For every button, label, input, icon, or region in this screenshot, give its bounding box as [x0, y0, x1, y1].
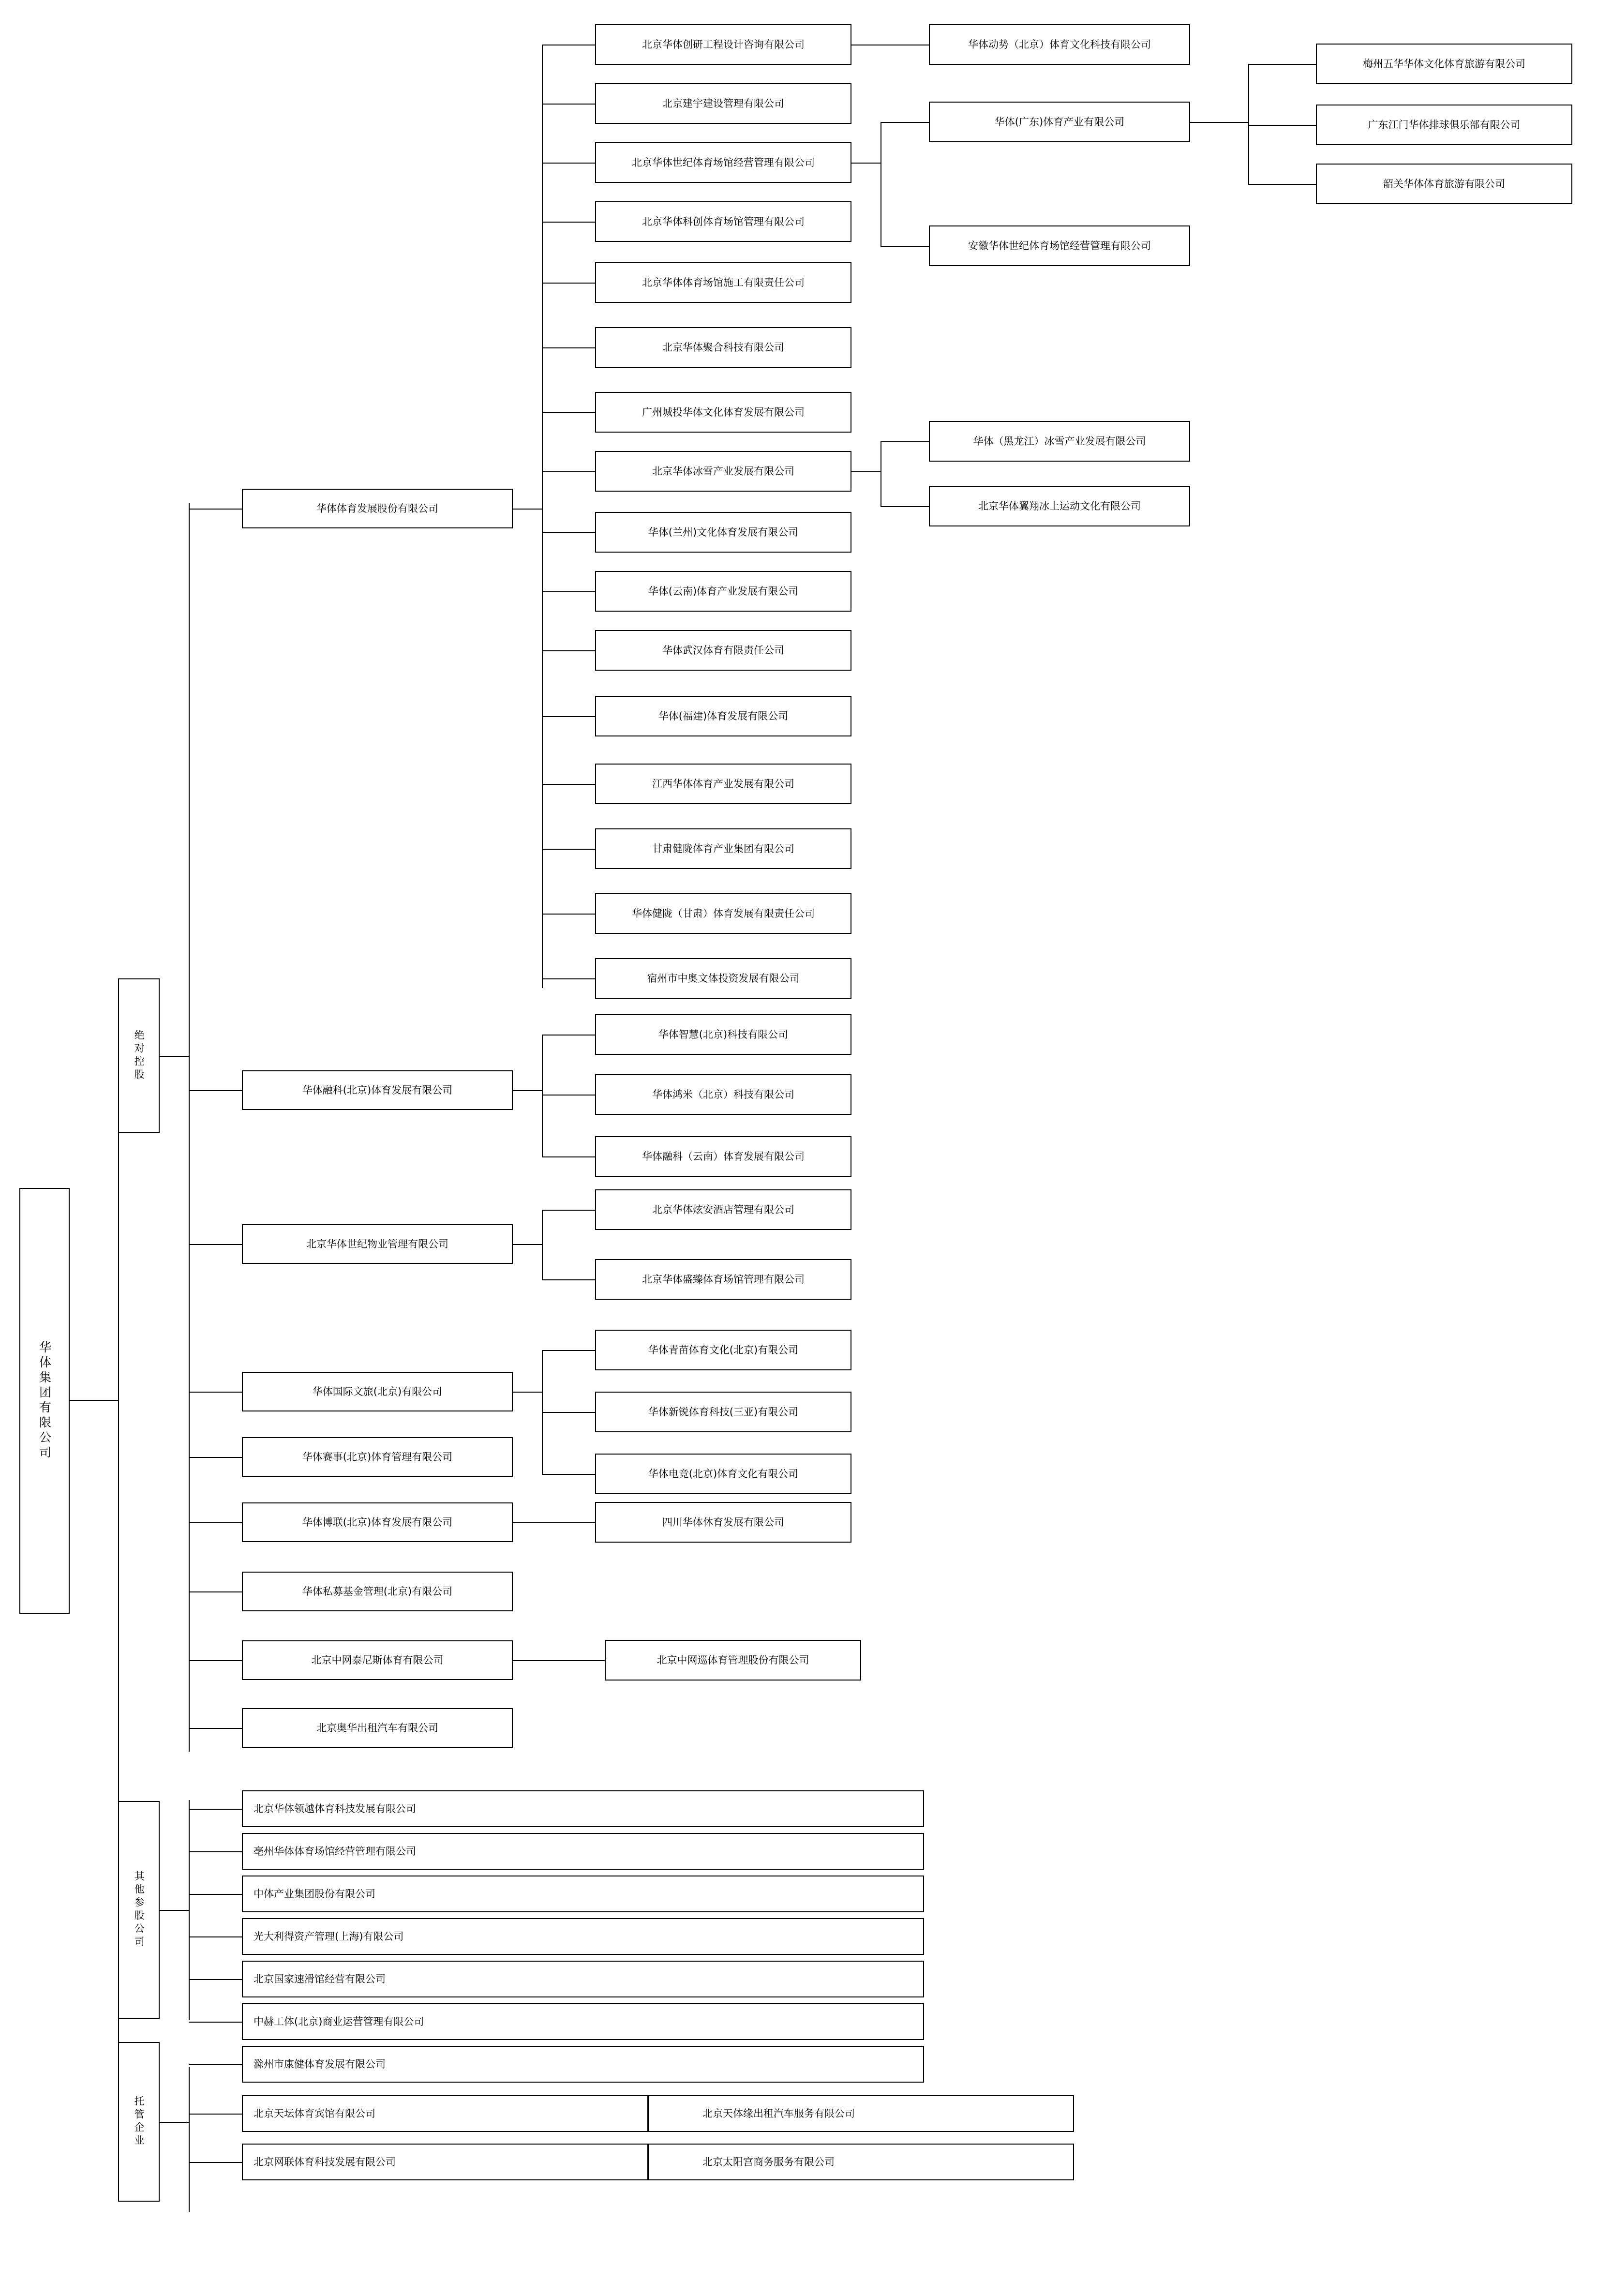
- connector: [189, 2067, 190, 2212]
- branch1-node: 甘肃健陇体育产业集团有限公司: [595, 828, 851, 869]
- trust-sub-node: 北京太阳宫商务服务有限公司: [648, 2144, 1074, 2180]
- connector: [1190, 122, 1248, 123]
- branch1-node: 华体武汉体育有限责任公司: [595, 630, 851, 671]
- connector: [542, 1279, 595, 1280]
- connector: [513, 1392, 542, 1393]
- branch1-node: 北京华体聚合科技有限公司: [595, 327, 851, 368]
- branch1-node: 广州城投华体文化体育发展有限公司: [595, 392, 851, 433]
- connector: [542, 1210, 543, 1280]
- category-absolute: 绝对控股: [118, 978, 160, 1133]
- connector: [542, 784, 595, 785]
- level2-node: 华体体育发展股份有限公司: [242, 489, 513, 528]
- branch1-sub-node: 华体动势（北京）体育文化科技有限公司: [929, 24, 1190, 65]
- connector: [542, 1210, 595, 1211]
- connector: [542, 1350, 595, 1351]
- connector: [189, 1894, 242, 1895]
- connector: [542, 978, 595, 979]
- connector: [189, 1809, 242, 1810]
- branch3-node: 北京华体盛臻体育场馆管理有限公司: [595, 1259, 851, 1300]
- branch1-sub-node: 北京华体翼翔冰上运动文化有限公司: [929, 486, 1190, 526]
- connector: [881, 122, 929, 123]
- connector: [542, 650, 595, 651]
- connector: [189, 1851, 242, 1852]
- root-node: 华体集团有限公司: [19, 1188, 70, 1614]
- connector: [1248, 184, 1316, 185]
- branch1-sub2-node: 梅州五华华体文化体育旅游有限公司: [1316, 44, 1572, 84]
- branch1-node: 华体(兰州)文化体育发展有限公司: [595, 512, 851, 553]
- level2-node: 华体私募基金管理(北京)有限公司: [242, 1572, 513, 1611]
- connector: [881, 506, 929, 507]
- branch2-node: 华体融科（云南）体育发展有限公司: [595, 1136, 851, 1177]
- branch1-node: 宿州市中奥文体投资发展有限公司: [595, 958, 851, 999]
- category-minority: 其他参股公司: [118, 1801, 160, 2019]
- connector: [1248, 64, 1249, 185]
- connector: [70, 1400, 118, 1401]
- connector: [189, 1979, 242, 1980]
- trust-node: 滁州市康健体育发展有限公司: [242, 2046, 924, 2083]
- connector: [542, 1156, 595, 1157]
- connector: [513, 1522, 595, 1523]
- connector: [542, 222, 595, 223]
- connector: [542, 163, 595, 164]
- connector: [189, 1244, 242, 1245]
- connector: [513, 1660, 605, 1661]
- minority-node: 北京国家速滑馆经营有限公司: [242, 1961, 924, 1997]
- branch1-sub2-node: 广东江门华体排球俱乐部有限公司: [1316, 105, 1572, 145]
- connector: [513, 1244, 542, 1245]
- trust-sub-node: 北京天体缘出租汽车服务有限公司: [648, 2095, 1074, 2132]
- branch8-node: 北京中网巡体育管理股份有限公司: [605, 1640, 861, 1681]
- connector: [189, 2114, 242, 2115]
- connector: [189, 1660, 242, 1661]
- trust-node: 北京天坛体育宾馆有限公司: [242, 2095, 648, 2132]
- branch1-sub2-node: 韶关华体体育旅游有限公司: [1316, 164, 1572, 204]
- branch1-sub-node: 华体(广东)体育产业有限公司: [929, 102, 1190, 142]
- connector: [881, 246, 929, 247]
- connector: [851, 471, 881, 472]
- connector: [189, 1392, 242, 1393]
- connector: [189, 1800, 190, 2020]
- connector: [881, 441, 929, 442]
- level2-node: 华体赛事(北京)体育管理有限公司: [242, 1437, 513, 1477]
- branch1-node: 北京华体创研工程设计咨询有限公司: [595, 24, 851, 65]
- branch2-node: 华体鸿米（北京）科技有限公司: [595, 1074, 851, 1115]
- connector: [542, 532, 595, 533]
- branch4-node: 华体青苗体育文化(北京)有限公司: [595, 1330, 851, 1370]
- connector: [542, 283, 595, 284]
- level2-node: 华体博联(北京)体育发展有限公司: [242, 1502, 513, 1542]
- connector: [1248, 125, 1316, 126]
- branch1-node: 华体(云南)体育产业发展有限公司: [595, 571, 851, 612]
- connector: [189, 2022, 242, 2023]
- level2-node: 北京中网泰尼斯体育有限公司: [242, 1640, 513, 1680]
- branch1-node: 华体(福建)体育发展有限公司: [595, 696, 851, 736]
- branch1-node: 北京华体冰雪产业发展有限公司: [595, 451, 851, 492]
- level2-node: 北京奥华出租汽车有限公司: [242, 1708, 513, 1748]
- connector: [189, 1728, 242, 1729]
- connector: [189, 1591, 242, 1592]
- level2-node: 华体融科(北京)体育发展有限公司: [242, 1070, 513, 1110]
- connector: [542, 347, 595, 348]
- category-trust: 托管企业: [118, 2042, 160, 2202]
- connector: [189, 1936, 242, 1937]
- branch4-node: 华体电竞(北京)体育文化有限公司: [595, 1454, 851, 1494]
- minority-node: 光大利得资产管理(上海)有限公司: [242, 1918, 924, 1955]
- minority-node: 北京华体领越体育科技发展有限公司: [242, 1790, 924, 1827]
- connector: [1248, 64, 1316, 65]
- connector: [851, 163, 881, 164]
- connector: [189, 509, 242, 510]
- branch1-node: 北京华体科创体育场馆管理有限公司: [595, 201, 851, 242]
- branch6-node: 四川华体休育发展有限公司: [595, 1502, 851, 1543]
- connector: [542, 914, 595, 915]
- minority-node: 中体产业集团股份有限公司: [242, 1876, 924, 1912]
- connector: [160, 1910, 189, 1911]
- connector: [189, 1457, 242, 1458]
- branch1-node: 北京华体体育场馆施工有限责任公司: [595, 262, 851, 303]
- connector: [542, 1412, 595, 1413]
- connector: [513, 509, 542, 510]
- level2-node: 北京华体世纪物业管理有限公司: [242, 1224, 513, 1264]
- branch3-node: 北京华体炫安酒店管理有限公司: [595, 1189, 851, 1230]
- branch2-node: 华体智慧(北京)科技有限公司: [595, 1014, 851, 1055]
- trust-node: 北京网联体育科技发展有限公司: [242, 2144, 648, 2180]
- connector: [513, 1090, 542, 1091]
- branch1-node: 北京建宇建设管理有限公司: [595, 83, 851, 124]
- connector: [160, 2122, 189, 2123]
- branch1-sub-node: 安徽华体世纪体育场馆经营管理有限公司: [929, 225, 1190, 266]
- connector: [542, 412, 595, 413]
- branch1-node: 北京华体世纪体育场馆经营管理有限公司: [595, 142, 851, 183]
- connector: [542, 591, 595, 592]
- connector: [189, 1522, 242, 1523]
- trust-node: 中赫工体(北京)商业运营管理有限公司: [242, 2003, 924, 2040]
- connector: [542, 104, 595, 105]
- minority-node: 亳州华体体育场馆经营管理有限公司: [242, 1833, 924, 1870]
- level2-node: 华体国际文旅(北京)有限公司: [242, 1372, 513, 1411]
- connector: [542, 45, 543, 988]
- branch1-sub-node: 华体（黑龙江）冰雪产业发展有限公司: [929, 421, 1190, 462]
- connector: [542, 849, 595, 850]
- branch4-node: 华体新锐体育科技(三亚)有限公司: [595, 1392, 851, 1432]
- branch1-node: 华体健陇（甘肃）体育发展有限责任公司: [595, 893, 851, 934]
- connector: [542, 1035, 543, 1157]
- connector: [542, 716, 595, 717]
- connector: [189, 503, 190, 1752]
- connector: [189, 2162, 242, 2163]
- connector: [542, 1474, 595, 1475]
- branch1-node: 江西华体体育产业发展有限公司: [595, 764, 851, 804]
- connector: [189, 2064, 242, 2065]
- connector: [189, 1090, 242, 1091]
- connector: [542, 471, 595, 472]
- connector: [160, 1056, 189, 1057]
